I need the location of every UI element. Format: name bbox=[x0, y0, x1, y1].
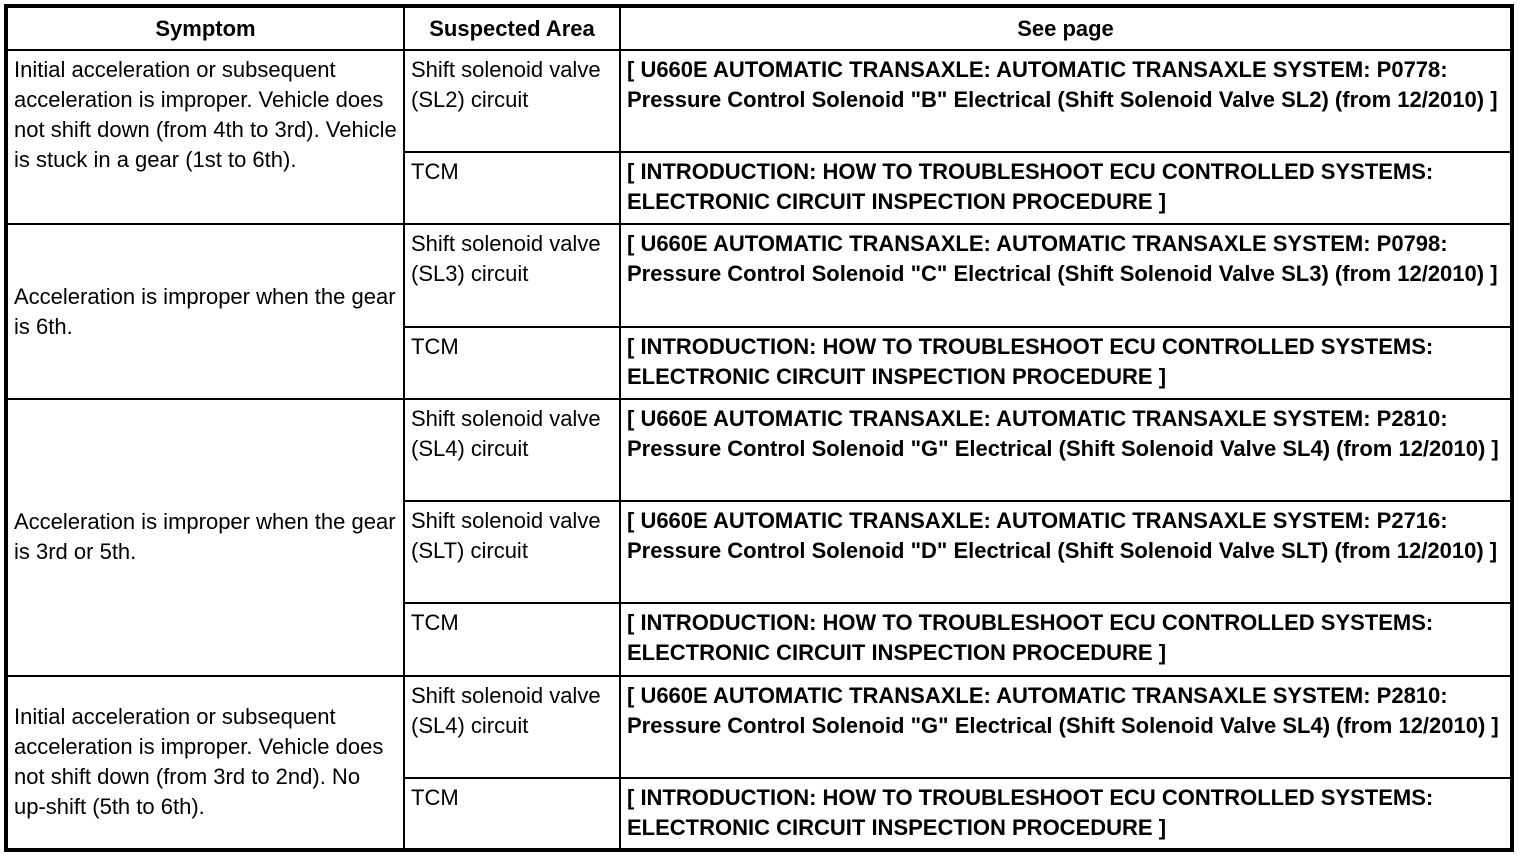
header-symptom: Symptom bbox=[6, 6, 404, 50]
troubleshooting-table-container bbox=[4, 4, 1514, 852]
see-page-link[interactable]: [ INTRODUCTION: HOW TO TROUBLESHOOT ECU CONTROLLED SYSTEMS: ELECTRONIC CIRCUIT INSPECTION PROCEDURE ] bbox=[620, 603, 1512, 675]
see-page-link[interactable]: [ U660E AUTOMATIC TRANSAXLE: AUTOMATIC TRANSAXLE SYSTEM: P0798: Pressure Control Solenoid "C" Electrical (Shift Solenoid Valve SL3) (from 12/2010) ] bbox=[620, 224, 1512, 326]
see-page-link[interactable]: [ U660E AUTOMATIC TRANSAXLE: AUTOMATIC TRANSAXLE SYSTEM: P2810: Pressure Control Solenoid "G" Electrical (Shift Solenoid Valve SL4) (from 12/2010) ] bbox=[620, 676, 1512, 778]
table-row bbox=[6, 676, 1512, 778]
table-row bbox=[6, 399, 1512, 501]
see-page-link[interactable]: [ INTRODUCTION: HOW TO TROUBLESHOOT ECU CONTROLLED SYSTEMS: ELECTRONIC CIRCUIT INSPECTION PROCEDURE ] bbox=[620, 327, 1512, 399]
suspected-area-cell: Shift solenoid valve (SLT) circuit bbox=[404, 501, 620, 603]
suspected-area-cell: Shift solenoid valve (SL4) circuit bbox=[404, 676, 620, 778]
see-page-link[interactable]: [ U660E AUTOMATIC TRANSAXLE: AUTOMATIC TRANSAXLE SYSTEM: P0778: Pressure Control Solenoid "B" Electrical (Shift Solenoid Valve SL2) (from 12/2010) ] bbox=[620, 50, 1512, 152]
see-page-link[interactable]: [ INTRODUCTION: HOW TO TROUBLESHOOT ECU CONTROLLED SYSTEMS: ELECTRONIC CIRCUIT INSPECTION PROCEDURE ] bbox=[620, 778, 1512, 850]
table-header-row bbox=[6, 6, 1512, 50]
symptom-cell: Initial acceleration or subsequent acceleration is improper. Vehicle does not shift down (from 4th to 3rd). Vehicle is stuck in a gear (1st to 6th). bbox=[6, 50, 404, 224]
table-row bbox=[6, 50, 1512, 152]
troubleshooting-table bbox=[4, 4, 1514, 852]
header-suspected-area: Suspected Area bbox=[404, 6, 620, 50]
see-page-link[interactable]: [ U660E AUTOMATIC TRANSAXLE: AUTOMATIC TRANSAXLE SYSTEM: P2716: Pressure Control Solenoid "D" Electrical (Shift Solenoid Valve SLT) (from 12/2010) ] bbox=[620, 501, 1512, 603]
suspected-area-cell: TCM bbox=[404, 327, 620, 399]
suspected-area-cell: Shift solenoid valve (SL4) circuit bbox=[404, 399, 620, 501]
symptom-cell: Acceleration is improper when the gear is 6th. bbox=[6, 224, 404, 398]
suspected-area-cell: Shift solenoid valve (SL3) circuit bbox=[404, 224, 620, 326]
table-row bbox=[6, 224, 1512, 326]
suspected-area-cell: TCM bbox=[404, 778, 620, 850]
see-page-link[interactable]: [ INTRODUCTION: HOW TO TROUBLESHOOT ECU CONTROLLED SYSTEMS: ELECTRONIC CIRCUIT INSPECTION PROCEDURE ] bbox=[620, 152, 1512, 224]
symptom-cell: Acceleration is improper when the gear is 3rd or 5th. bbox=[6, 399, 404, 676]
suspected-area-cell: Shift solenoid valve (SL2) circuit bbox=[404, 50, 620, 152]
see-page-link[interactable]: [ U660E AUTOMATIC TRANSAXLE: AUTOMATIC TRANSAXLE SYSTEM: P2810: Pressure Control Solenoid "G" Electrical (Shift Solenoid Valve SL4) (from 12/2010) ] bbox=[620, 399, 1512, 501]
symptom-cell: Initial acceleration or subsequent acceleration is improper. Vehicle does not shift down (from 3rd to 2nd). No up-shift (5th to 6th). bbox=[6, 676, 404, 850]
suspected-area-cell: TCM bbox=[404, 603, 620, 675]
suspected-area-cell: TCM bbox=[404, 152, 620, 224]
header-see-page: See page bbox=[620, 6, 1512, 50]
